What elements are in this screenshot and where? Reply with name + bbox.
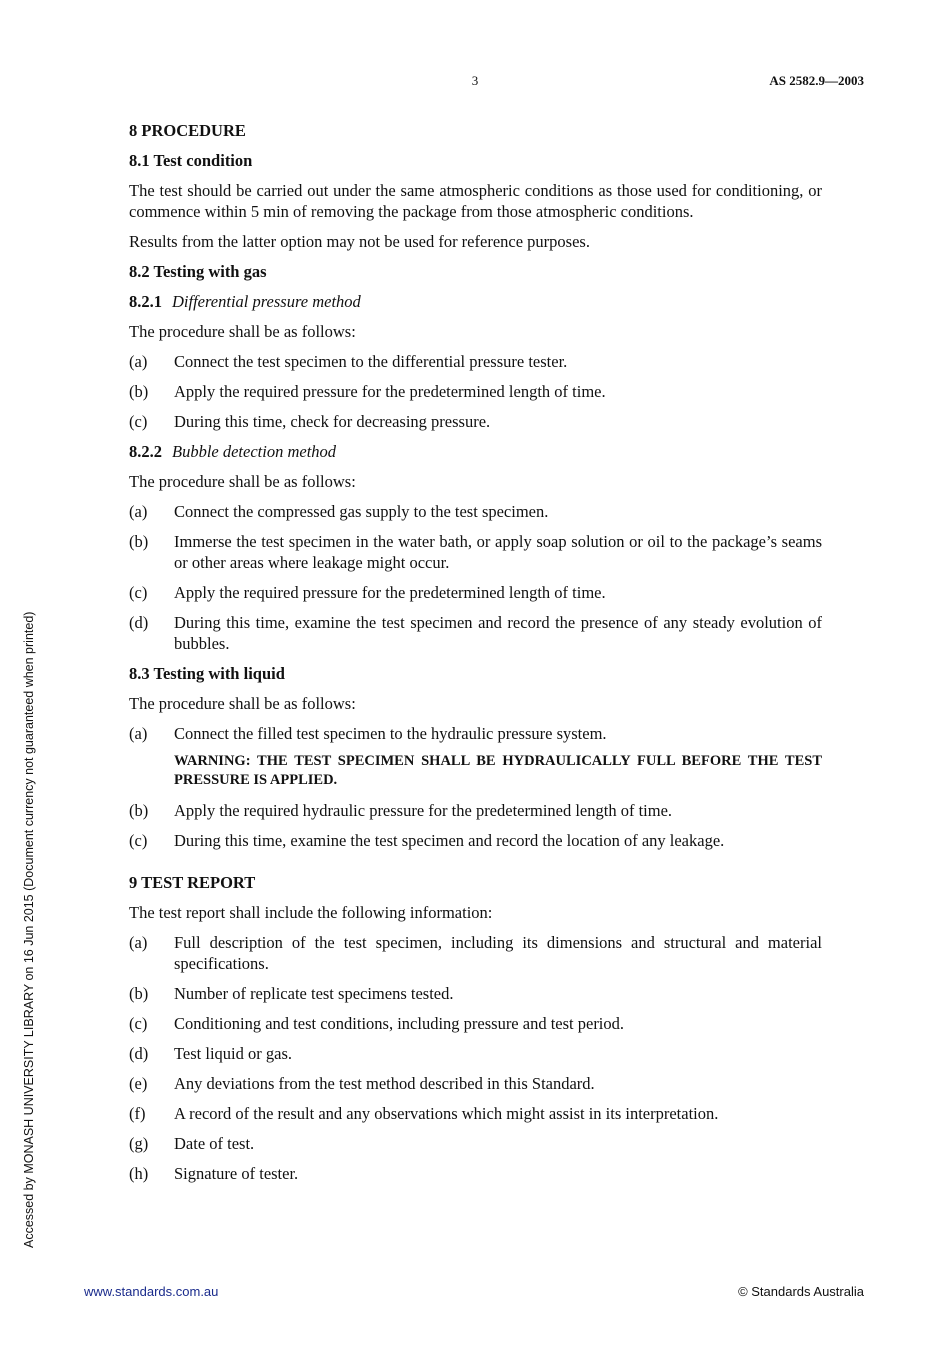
list-item <box>129 932 822 974</box>
list-label: (d) <box>129 1044 149 1063</box>
list-item <box>129 830 822 851</box>
list-item <box>129 582 822 603</box>
procedure-list-liquid <box>129 723 822 851</box>
copyright-notice: © Standards Australia <box>738 1284 864 1299</box>
list-text: Apply the required pressure for the predetermined length of time. <box>174 382 606 401</box>
list-label: (c) <box>129 412 148 431</box>
paragraph: The procedure shall be as follows: <box>129 322 356 341</box>
list-label: (h) <box>129 1164 149 1183</box>
list-item <box>129 1133 822 1154</box>
clause-number: 8.2.2 <box>129 442 162 461</box>
list-item <box>129 501 822 522</box>
list-text: Test liquid or gas. <box>174 1044 292 1063</box>
list-label: (e) <box>129 1074 148 1093</box>
section-8-3-heading: 8.3 Testing with liquid <box>129 664 285 683</box>
list-label: (c) <box>129 583 148 602</box>
list-item <box>129 531 822 573</box>
list-item <box>129 612 822 654</box>
list-text: Immerse the test specimen in the water bath, or apply soap solution or oil to the package’s seams or other areas where leakage might occur. <box>174 532 822 572</box>
procedure-list-bubble <box>129 501 822 654</box>
clause-title: Bubble detection method <box>172 442 337 461</box>
list-label: (c) <box>129 831 148 850</box>
list-text: Full description of the test specimen, including its dimensions and structural and material specifications. <box>174 933 822 973</box>
list-item <box>129 800 822 821</box>
list-text: Apply the required pressure for the predetermined length of time. <box>174 583 606 602</box>
section-8-2-heading: 8.2 Testing with gas <box>129 262 267 281</box>
list-text: During this time, examine the test specimen and record the location of any leakage. <box>174 831 725 850</box>
paragraph: The procedure shall be as follows: <box>129 694 356 713</box>
list-label: (a) <box>129 352 148 371</box>
paragraph: The procedure shall be as follows: <box>129 472 356 491</box>
list-text: Apply the required hydraulic pressure for the predetermined length of time. <box>174 801 673 820</box>
clause-number: 8.2.1 <box>129 292 162 311</box>
list-label: (b) <box>129 801 149 820</box>
list-label: (g) <box>129 1134 149 1153</box>
list-text: During this time, examine the test specimen and record the presence of any steady evolution of bubbles. <box>174 613 822 653</box>
report-items-list <box>129 932 822 1184</box>
list-label: (c) <box>129 1014 148 1033</box>
list-text: Number of replicate test specimens tested. <box>174 984 454 1003</box>
list-item <box>129 1103 822 1124</box>
page-number: 3 <box>471 73 479 88</box>
list-text: Any deviations from the test method described in this Standard. <box>174 1074 595 1093</box>
list-text: Signature of tester. <box>174 1164 299 1183</box>
list-text: Conditioning and test conditions, including pressure and test period. <box>174 1014 625 1033</box>
standard-id: AS 2582.9—2003 <box>769 73 864 88</box>
list-item <box>129 381 822 402</box>
list-item <box>129 723 822 744</box>
list-item <box>129 351 822 372</box>
list-item <box>129 411 822 432</box>
list-text: Date of test. <box>174 1134 255 1153</box>
list-label: (b) <box>129 382 149 401</box>
list-item <box>129 1043 822 1064</box>
list-item <box>129 1013 822 1034</box>
list-label: (f) <box>129 1104 146 1123</box>
section-9-heading: 9 TEST REPORT <box>129 873 256 892</box>
clause-title: Differential pressure method <box>172 292 361 311</box>
paragraph: The test report shall include the following information: <box>129 903 493 922</box>
list-item <box>129 983 822 1004</box>
list-item <box>129 1163 822 1184</box>
list-label: (a) <box>129 933 148 952</box>
procedure-list-differential <box>129 351 822 432</box>
list-text: A record of the result and any observations which might assist in its interpretation. <box>174 1104 719 1123</box>
list-text: During this time, check for decreasing pressure. <box>174 412 491 431</box>
paragraph: Results from the latter option may not be used for reference purposes. <box>129 232 590 251</box>
warning-note: WARNING: THE TEST SPECIMEN SHALL BE HYDRAULICALLY FULL BEFORE THE TEST PRESSURE IS APPLIED. <box>174 753 822 788</box>
list-label: (a) <box>129 502 148 521</box>
list-text: Connect the filled test specimen to the hydraulic pressure system. <box>174 724 607 743</box>
list-text: Connect the test specimen to the differential pressure tester. <box>174 352 568 371</box>
list-label: (b) <box>129 984 149 1003</box>
standards-website-link[interactable]: www.standards.com.au <box>84 1284 219 1299</box>
section-8-heading: 8 PROCEDURE <box>129 121 246 140</box>
list-item <box>129 1073 822 1094</box>
list-label: (b) <box>129 532 149 551</box>
list-text: Connect the compressed gas supply to the test specimen. <box>174 502 549 521</box>
document-body <box>129 120 822 1193</box>
paragraph: The test should be carried out under the same atmospheric conditions as those used for conditioning, or commence within 5 min of removing the package from those atmospheric conditions. <box>129 181 822 221</box>
section-8-2-2-heading <box>129 441 822 462</box>
section-8-1-heading: 8.1 Test condition <box>129 151 253 170</box>
list-label: (a) <box>129 724 148 743</box>
access-watermark: Accessed by MONASH UNIVERSITY LIBRARY on 16 Jun 2015 (Document currency not guaranteed when printed) <box>22 611 36 1248</box>
list-label: (d) <box>129 613 149 632</box>
section-8-2-1-heading <box>129 291 822 312</box>
